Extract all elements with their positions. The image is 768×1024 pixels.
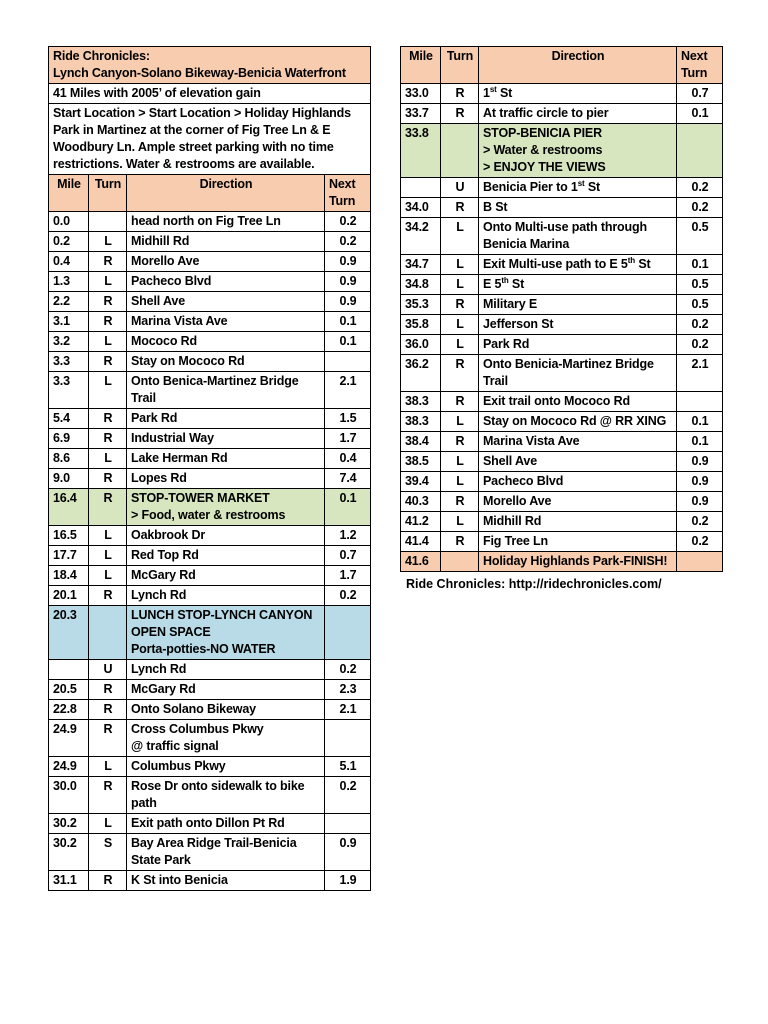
column-header-turn: Turn	[441, 47, 479, 84]
cue-mile: 33.7	[401, 104, 441, 124]
cue-turn	[89, 212, 127, 232]
cue-next-turn: 0.2	[677, 315, 723, 335]
cue-next-turn: 0.2	[677, 512, 723, 532]
cue-next-turn: 0.5	[677, 275, 723, 295]
cue-next-turn: 0.1	[325, 332, 371, 352]
cue-mile: 5.4	[49, 409, 89, 429]
cue-next-turn: 0.9	[325, 272, 371, 292]
cue-turn: R	[89, 409, 127, 429]
cue-next-turn: 1.5	[325, 409, 371, 429]
cue-turn: L	[441, 412, 479, 432]
cue-direction: Oakbrook Dr	[127, 526, 325, 546]
cue-next-turn: 0.4	[325, 449, 371, 469]
cue-next-turn: 0.2	[325, 232, 371, 252]
cue-direction: K St into Benicia	[127, 871, 325, 891]
cue-next-turn: 2.3	[325, 680, 371, 700]
cue-turn: R	[89, 489, 127, 526]
cue-row	[49, 429, 371, 449]
cue-turn: R	[441, 392, 479, 412]
cue-mile: 38.4	[401, 432, 441, 452]
cue-turn: L	[441, 275, 479, 295]
column-header-direction: Direction	[127, 175, 325, 212]
cue-turn: R	[89, 680, 127, 700]
right-cue-sheet-table	[400, 46, 723, 572]
cue-next-turn: 0.7	[325, 546, 371, 566]
cue-mile: 1.3	[49, 272, 89, 292]
cue-turn: R	[441, 84, 479, 104]
cue-row	[49, 352, 371, 372]
cue-next-turn: 0.9	[677, 472, 723, 492]
cue-direction: Onto Multi-use path through Benicia Marina	[479, 218, 677, 255]
cue-row	[49, 546, 371, 566]
cue-row	[49, 409, 371, 429]
cue-mile: 36.0	[401, 335, 441, 355]
cue-next-turn: 0.1	[325, 312, 371, 332]
cue-turn: U	[441, 178, 479, 198]
cue-direction: Rose Dr onto sidewalk to bike path	[127, 777, 325, 814]
cue-row	[49, 232, 371, 252]
cue-direction: At traffic circle to pier	[479, 104, 677, 124]
cue-mile: 16.5	[49, 526, 89, 546]
cue-direction: McGary Rd	[127, 680, 325, 700]
cue-mile: 34.2	[401, 218, 441, 255]
cue-turn: L	[441, 255, 479, 275]
cue-next-turn: 0.2	[325, 586, 371, 606]
cue-row	[401, 178, 723, 198]
ordinal-suffix: th	[627, 255, 635, 265]
cue-mile: 36.2	[401, 355, 441, 392]
cue-next-turn: 2.1	[325, 700, 371, 720]
cue-next-turn	[325, 720, 371, 757]
cue-direction	[479, 275, 677, 295]
cue-direction: Park Rd	[127, 409, 325, 429]
cue-row	[49, 606, 371, 660]
cue-direction: B St	[479, 198, 677, 218]
cue-mile: 41.6	[401, 552, 441, 572]
cue-mile: 38.3	[401, 412, 441, 432]
cue-row	[401, 512, 723, 532]
cue-turn: R	[89, 252, 127, 272]
cue-turn: R	[89, 777, 127, 814]
cue-next-turn: 0.2	[325, 777, 371, 814]
cue-next-turn: 0.9	[677, 492, 723, 512]
cue-direction: Lake Herman Rd	[127, 449, 325, 469]
title-line-1: Ride Chronicles:	[53, 49, 150, 63]
cue-mile: 34.8	[401, 275, 441, 295]
cue-row	[49, 586, 371, 606]
cue-direction: Onto Benica-Martinez Bridge Trail	[127, 372, 325, 409]
cue-direction: Fig Tree Ln	[479, 532, 677, 552]
cue-direction: Military E	[479, 295, 677, 315]
cue-row	[401, 472, 723, 492]
cue-row	[49, 777, 371, 814]
cue-mile: 35.8	[401, 315, 441, 335]
cue-direction: Park Rd	[479, 335, 677, 355]
cue-row	[49, 566, 371, 586]
cue-mile: 33.0	[401, 84, 441, 104]
cue-turn: L	[89, 566, 127, 586]
cue-next-turn	[677, 124, 723, 178]
cue-mile: 38.3	[401, 392, 441, 412]
cue-row	[49, 526, 371, 546]
cue-row	[401, 104, 723, 124]
cue-row	[49, 372, 371, 409]
cue-next-turn: 1.7	[325, 566, 371, 586]
cue-mile: 0.4	[49, 252, 89, 272]
cue-direction: Lopes Rd	[127, 469, 325, 489]
cue-mile: 41.2	[401, 512, 441, 532]
cue-turn: R	[89, 352, 127, 372]
cue-next-turn: 2.1	[677, 355, 723, 392]
cue-mile: 3.3	[49, 372, 89, 409]
cue-row	[49, 312, 371, 332]
start-location-info: Start Location > Start Location > Holiday Highlands Park in Martinez at the corner of Fig Tree Ln & E Woodbury Ln. Ample street parking with no time restrictions. Water & restrooms are available.	[49, 104, 371, 175]
cue-row	[401, 335, 723, 355]
cue-turn: R	[89, 429, 127, 449]
footer-website: Ride Chronicles: http://ridechronicles.com/	[406, 577, 662, 591]
cue-turn	[441, 124, 479, 178]
cue-row	[401, 275, 723, 295]
ordinal-suffix: th	[501, 275, 509, 285]
cue-mile: 20.1	[49, 586, 89, 606]
cue-turn	[89, 606, 127, 660]
cue-direction: Mococo Rd	[127, 332, 325, 352]
cue-turn: R	[89, 700, 127, 720]
cue-row	[49, 212, 371, 232]
cue-mile: 20.5	[49, 680, 89, 700]
cue-row	[401, 218, 723, 255]
cue-direction-text-after: St	[635, 257, 651, 271]
column-header-direction: Direction	[479, 47, 677, 84]
cue-mile: 39.4	[401, 472, 441, 492]
cue-next-turn: 0.7	[677, 84, 723, 104]
cue-next-turn: 0.2	[677, 532, 723, 552]
cue-next-turn: 0.2	[325, 660, 371, 680]
cue-direction: Industrial Way	[127, 429, 325, 449]
cue-turn: U	[89, 660, 127, 680]
cue-row	[401, 198, 723, 218]
cue-turn: L	[441, 452, 479, 472]
cue-row	[49, 660, 371, 680]
cue-direction: LUNCH STOP-LYNCH CANYON OPEN SPACE Porta-potties-NO WATER	[127, 606, 325, 660]
cue-direction: Stay on Mococo Rd	[127, 352, 325, 372]
cue-direction: Midhill Rd	[479, 512, 677, 532]
cue-mile: 17.7	[49, 546, 89, 566]
cue-next-turn	[677, 552, 723, 572]
cue-row	[49, 272, 371, 292]
cue-row	[49, 680, 371, 700]
cue-next-turn	[325, 352, 371, 372]
cue-mile	[401, 178, 441, 198]
cue-turn: R	[441, 532, 479, 552]
cue-row	[401, 412, 723, 432]
cue-mile: 6.9	[49, 429, 89, 449]
cue-direction: STOP-BENICIA PIER > Water & restrooms > ENJOY THE VIEWS	[479, 124, 677, 178]
cue-row	[401, 452, 723, 472]
start-info-row	[49, 104, 371, 175]
cue-turn: L	[89, 232, 127, 252]
cue-row	[49, 720, 371, 757]
cue-row	[49, 469, 371, 489]
cue-mile: 0.0	[49, 212, 89, 232]
cue-turn: L	[89, 449, 127, 469]
cue-turn: R	[89, 292, 127, 312]
cue-next-turn: 0.1	[677, 104, 723, 124]
cue-turn: L	[89, 757, 127, 777]
cue-direction-text: 1	[483, 86, 490, 100]
cue-next-turn: 0.1	[677, 255, 723, 275]
cue-turn: R	[441, 432, 479, 452]
cue-mile: 20.3	[49, 606, 89, 660]
cue-turn: R	[89, 469, 127, 489]
cue-mile: 33.8	[401, 124, 441, 178]
cue-row	[401, 532, 723, 552]
cue-turn: R	[441, 104, 479, 124]
right-column-header-row	[401, 47, 723, 84]
cue-direction	[479, 255, 677, 275]
cue-next-turn: 0.2	[677, 335, 723, 355]
right-cue-sheet-body	[401, 47, 723, 572]
cue-row	[49, 292, 371, 312]
cue-next-turn: 0.9	[325, 834, 371, 871]
column-header-mile: Mile	[401, 47, 441, 84]
cue-row	[401, 432, 723, 452]
cue-row	[401, 392, 723, 412]
column-header-next-turn: Next Turn	[677, 47, 723, 84]
cue-mile: 38.5	[401, 452, 441, 472]
cue-direction: Bay Area Ridge Trail-Benicia State Park	[127, 834, 325, 871]
cue-next-turn: 0.2	[677, 198, 723, 218]
cue-next-turn: 0.1	[325, 489, 371, 526]
cue-row	[49, 700, 371, 720]
cue-row	[401, 552, 723, 572]
cue-direction	[479, 84, 677, 104]
cue-turn: L	[441, 335, 479, 355]
cue-turn: R	[89, 312, 127, 332]
cue-direction: Pacheco Blvd	[479, 472, 677, 492]
cue-turn: L	[89, 546, 127, 566]
cue-row	[49, 814, 371, 834]
cue-mile: 31.1	[49, 871, 89, 891]
cue-next-turn: 0.1	[677, 432, 723, 452]
cue-mile: 3.3	[49, 352, 89, 372]
cue-mile: 30.0	[49, 777, 89, 814]
cue-turn: R	[441, 295, 479, 315]
cue-next-turn: 2.1	[325, 372, 371, 409]
cue-row	[401, 255, 723, 275]
cue-turn: L	[89, 526, 127, 546]
column-header-next-turn: Next Turn	[325, 175, 371, 212]
cue-mile: 40.3	[401, 492, 441, 512]
cue-next-turn: 0.9	[325, 292, 371, 312]
cue-row	[401, 124, 723, 178]
cue-direction: McGary Rd	[127, 566, 325, 586]
cue-next-turn: 0.5	[677, 218, 723, 255]
cue-direction: Marina Vista Ave	[127, 312, 325, 332]
cue-direction: Midhill Rd	[127, 232, 325, 252]
cue-mile: 30.2	[49, 814, 89, 834]
title-row	[49, 47, 371, 84]
cue-direction: Morello Ave	[479, 492, 677, 512]
cue-direction: Exit path onto Dillon Pt Rd	[127, 814, 325, 834]
column-header-turn: Turn	[89, 175, 127, 212]
ride-summary: 41 Miles with 2005’ of elevation gain	[49, 84, 371, 104]
cue-next-turn: 0.2	[325, 212, 371, 232]
cue-direction: head north on Fig Tree Ln	[127, 212, 325, 232]
summary-row	[49, 84, 371, 104]
cue-turn: S	[89, 834, 127, 871]
cue-direction: Shell Ave	[127, 292, 325, 312]
cue-mile: 24.9	[49, 720, 89, 757]
cue-mile: 9.0	[49, 469, 89, 489]
cue-turn: R	[89, 871, 127, 891]
cue-row	[401, 492, 723, 512]
cue-row	[49, 871, 371, 891]
cue-turn: R	[89, 720, 127, 757]
cue-direction-text: Benicia Pier to 1	[483, 180, 578, 194]
cue-mile: 3.2	[49, 332, 89, 352]
cue-direction: Marina Vista Ave	[479, 432, 677, 452]
cue-direction-text-after: St	[584, 180, 601, 194]
cue-turn: R	[441, 492, 479, 512]
cue-direction: Pacheco Blvd	[127, 272, 325, 292]
cue-mile: 0.2	[49, 232, 89, 252]
cue-row	[49, 757, 371, 777]
cue-next-turn: 1.2	[325, 526, 371, 546]
cue-direction-text: E 5	[483, 277, 502, 291]
cue-direction: Red Top Rd	[127, 546, 325, 566]
cue-turn: L	[89, 332, 127, 352]
cue-mile: 24.9	[49, 757, 89, 777]
cue-turn: R	[441, 198, 479, 218]
cue-turn: L	[89, 372, 127, 409]
left-column-header-row	[49, 175, 371, 212]
cue-direction: Onto Solano Bikeway	[127, 700, 325, 720]
cue-row	[401, 295, 723, 315]
cue-direction: Shell Ave	[479, 452, 677, 472]
cue-direction: Exit trail onto Mococo Rd	[479, 392, 677, 412]
cue-next-turn: 0.2	[677, 178, 723, 198]
cue-turn: L	[441, 218, 479, 255]
cue-mile: 8.6	[49, 449, 89, 469]
cue-direction: Lynch Rd	[127, 660, 325, 680]
cue-turn: L	[89, 272, 127, 292]
cue-next-turn: 1.7	[325, 429, 371, 449]
cue-mile: 22.8	[49, 700, 89, 720]
cue-turn: L	[441, 512, 479, 532]
cue-row	[49, 489, 371, 526]
cue-mile: 2.2	[49, 292, 89, 312]
cue-next-turn	[677, 392, 723, 412]
cue-mile: 3.1	[49, 312, 89, 332]
cue-direction-text: Exit Multi-use path to E 5	[483, 257, 628, 271]
cue-direction: Lynch Rd	[127, 586, 325, 606]
cue-next-turn: 0.1	[677, 412, 723, 432]
cue-direction: STOP-TOWER MARKET > Food, water & restrooms	[127, 489, 325, 526]
cue-direction-text-after: St	[508, 277, 525, 291]
cue-mile: 34.7	[401, 255, 441, 275]
cue-mile: 16.4	[49, 489, 89, 526]
cue-next-turn: 0.9	[325, 252, 371, 272]
cue-turn: R	[441, 355, 479, 392]
title-cell	[49, 47, 371, 84]
cue-next-turn	[325, 814, 371, 834]
cue-next-turn: 1.9	[325, 871, 371, 891]
cue-row	[49, 449, 371, 469]
cue-mile: 18.4	[49, 566, 89, 586]
cue-next-turn: 0.5	[677, 295, 723, 315]
cue-direction: Cross Columbus Pkwy @ traffic signal	[127, 720, 325, 757]
left-cue-sheet-table	[48, 46, 371, 891]
cue-turn: L	[89, 814, 127, 834]
cue-row	[49, 252, 371, 272]
cue-row	[401, 84, 723, 104]
cue-turn	[441, 552, 479, 572]
cue-direction: Columbus Pkwy	[127, 757, 325, 777]
cue-direction	[479, 178, 677, 198]
cue-direction: Morello Ave	[127, 252, 325, 272]
cue-next-turn	[325, 606, 371, 660]
left-cue-sheet-body	[49, 47, 371, 891]
cue-direction: Stay on Mococo Rd @ RR XING	[479, 412, 677, 432]
title-line-2: Lynch Canyon-Solano Bikeway-Benicia Waterfront	[53, 66, 346, 80]
cue-turn: L	[441, 472, 479, 492]
cue-row	[49, 834, 371, 871]
ordinal-suffix: st	[489, 84, 497, 94]
cue-row	[401, 355, 723, 392]
cue-direction-text-after: St	[496, 86, 513, 100]
cue-next-turn: 7.4	[325, 469, 371, 489]
cue-direction: Holiday Highlands Park-FINISH!	[479, 552, 677, 572]
cue-row	[49, 332, 371, 352]
cue-mile: 30.2	[49, 834, 89, 871]
cue-direction: Onto Benicia-Martinez Bridge Trail	[479, 355, 677, 392]
cue-next-turn: 5.1	[325, 757, 371, 777]
cue-turn: R	[89, 586, 127, 606]
cue-mile: 35.3	[401, 295, 441, 315]
cue-turn: L	[441, 315, 479, 335]
column-header-mile: Mile	[49, 175, 89, 212]
cue-row	[401, 315, 723, 335]
cue-mile: 34.0	[401, 198, 441, 218]
cue-next-turn: 0.9	[677, 452, 723, 472]
cue-direction: Jefferson St	[479, 315, 677, 335]
ordinal-suffix: st	[577, 178, 585, 188]
cue-mile	[49, 660, 89, 680]
cue-mile: 41.4	[401, 532, 441, 552]
